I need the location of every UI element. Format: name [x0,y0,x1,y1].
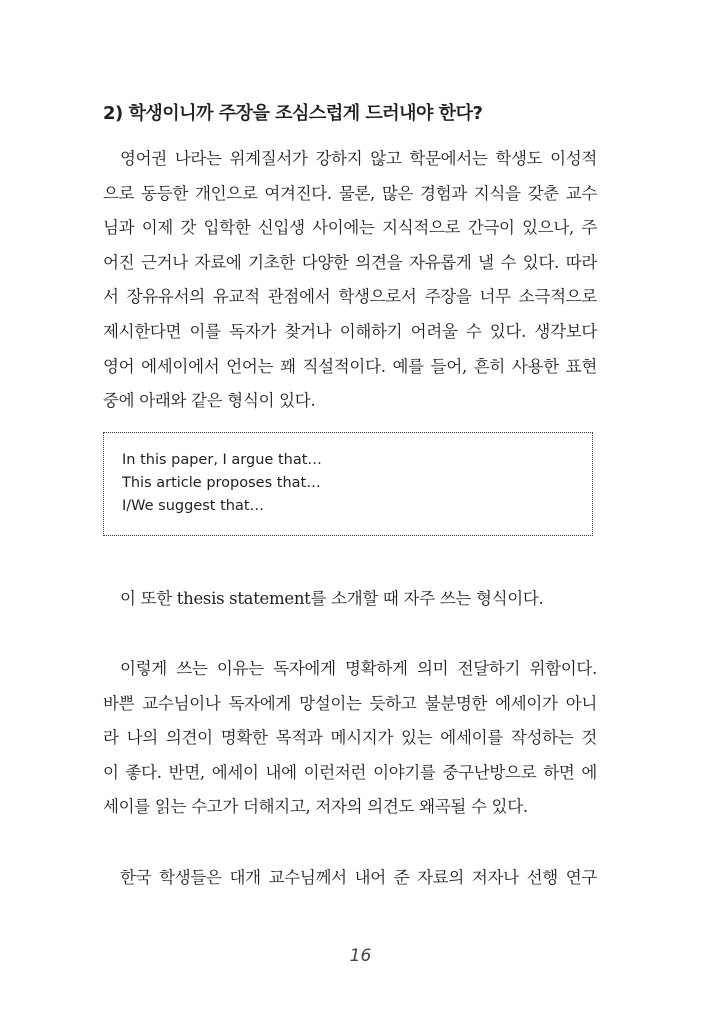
paragraph-korean-students [103,861,597,896]
example-phrase: This article proposes that… [122,475,321,491]
text-line: 한국 학생들은 대개 교수님께서 내어 준 자료의 저자나 선행 연구 [120,868,597,887]
paragraph-clarity [103,652,597,825]
text-line: 영어권 나라는 위계질서가 강하지 않고 학문에서는 학생도 이성적 [120,149,597,168]
text-line: 세이를 읽는 수고가 더해지고, 저자의 의견도 왜곡될 수 있다. [103,797,528,817]
text-line: 이렇게 쓰는 이유는 독자에게 명확하게 의미 전달하기 위함이다. [120,659,597,678]
text-line: 바쁜 교수님이나 독자에게 망설이는 듯하고 불분명한 에세이가 아니 [103,693,597,713]
example-phrase: In this paper, I argue that… [122,452,322,468]
text-line: 님과 이제 갓 입학한 신입생 사이에는 지식적으로 간극이 있으나, 주 [103,218,597,238]
text-line: 어진 근거나 자료에 기초한 다양한 의견을 자유롭게 낼 수 있다. 따라 [103,252,597,272]
text-line: 중에 아래와 같은 형식이 있다. [103,391,316,411]
section-heading: 2) 학생이니까 주장을 조심스럽게 드러내야 한다? [103,103,483,124]
text-line: 서 장유유서의 유교적 관점에서 학생으로서 주장을 너무 소극적으로 [103,287,597,307]
example-phrases-box [103,432,593,536]
example-phrase: I/We suggest that… [122,498,265,514]
page-number: 16 [349,946,372,966]
text-line: 라 나의 의견이 명확한 목적과 메시지가 있는 에세이를 작성하는 것 [103,728,597,748]
paragraph-thesis-note [103,582,597,617]
text-line: 제시한다면 이를 독자가 찾거나 이해하기 어려울 수 있다. 생각보다 [103,321,597,341]
text-line: 이 또한 thesis statement를 소개할 때 자주 쓰는 형식이다. [120,589,544,608]
paragraph-hierarchy [103,142,597,419]
text-line: 이 좋다. 반면, 에세이 내에 이런저런 이야기를 중구난방으로 하면 에 [103,762,597,782]
text-line: 영어 에세이에서 언어는 꽤 직설적이다. 예를 들어, 흔히 사용한 표현 [103,356,597,376]
text-line: 으로 동등한 개인으로 여겨진다. 물론, 많은 경험과 지식을 갖춘 교수 [103,183,597,203]
